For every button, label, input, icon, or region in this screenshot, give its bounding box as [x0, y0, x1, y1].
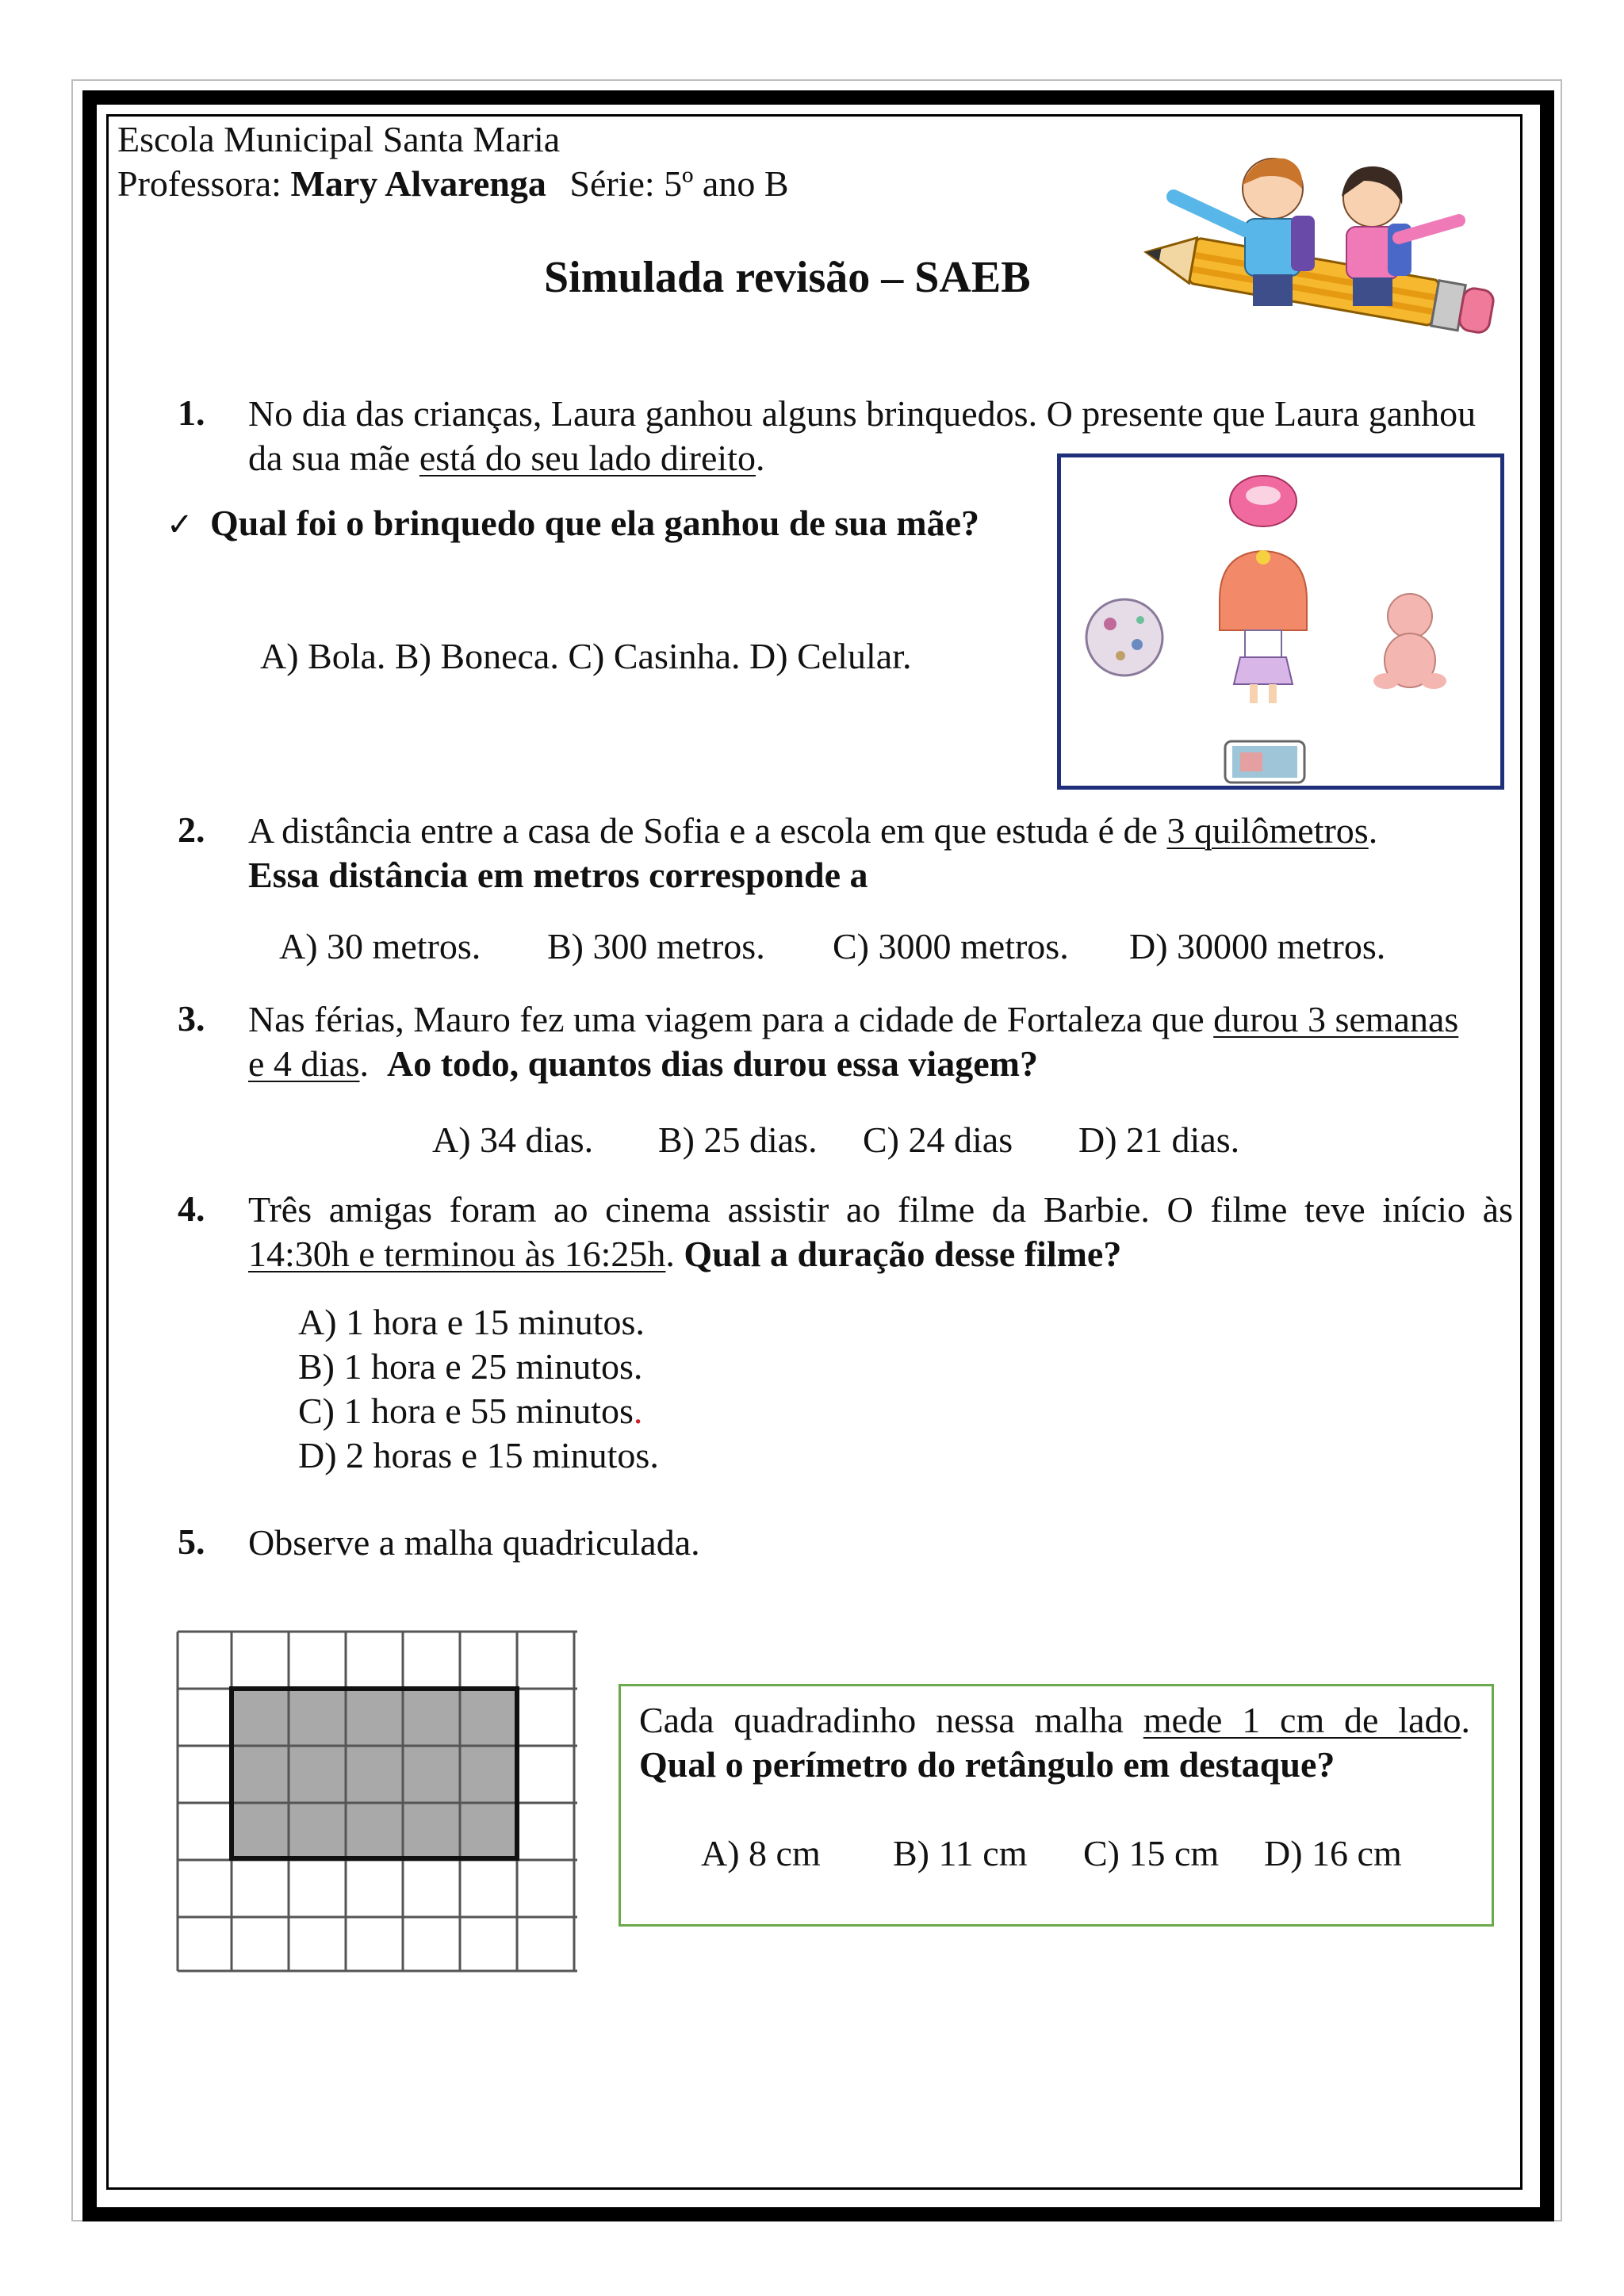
school-name: Escola Municipal Santa Maria — [117, 119, 561, 159]
q3-question: Ao todo, quantos dias durou essa viagem? — [387, 1043, 1038, 1084]
q5-number: 5. — [178, 1521, 205, 1562]
q3-text-separator: . — [359, 1043, 388, 1084]
checkmark-icon: ✓ — [167, 507, 193, 543]
q5-underlined-text: mede 1 cm de lado — [1143, 1700, 1461, 1740]
q1-options: A) Bola. B) Boneca. C) Casinha. D) Celular. — [260, 636, 912, 676]
q1-number: 1. — [178, 392, 205, 433]
teacher-line — [117, 162, 789, 206]
q5-text: Observe a malha quadriculada. — [248, 1522, 700, 1563]
q3-underlined-text-1: durou 3 semanas — [1213, 999, 1459, 1039]
q1-question: Qual foi o brinquedo que ela ganhou de sua mãe? — [210, 503, 980, 543]
q2-option-b: B) 300 metros. — [547, 926, 765, 966]
square-grid — [170, 1624, 582, 1980]
q2-option-d: D) 30000 metros. — [1129, 926, 1386, 966]
toys-illustration — [1061, 457, 1500, 786]
q5-box-text-prefix: Cada quadradinho nessa malha — [639, 1700, 1143, 1740]
q5-option-c: C) 15 cm — [1083, 1833, 1220, 1873]
grade-label: Série: 5º ano B — [569, 163, 789, 204]
baby-doll-icon — [1373, 594, 1446, 689]
q1-text-prefix: da sua mãe — [248, 438, 419, 478]
q3-underlined-text-2: e 4 dias — [248, 1043, 360, 1084]
highlighted-rectangle — [232, 1689, 517, 1858]
q1-text-period: . — [755, 438, 765, 478]
q4-text-separator: . — [665, 1234, 684, 1274]
q1-text-line1: No dia das crianças, Laura ganhou alguns brinquedos. O presente que Laura ganhou — [248, 393, 1477, 434]
q2-question: Essa distância em metros corresponde a — [248, 855, 868, 895]
q5-box-text — [639, 1698, 1470, 1743]
q3-option-c: C) 24 dias — [863, 1119, 1013, 1160]
q5-box-text-period: . — [1461, 1700, 1470, 1740]
red-dot: . — [633, 1391, 643, 1431]
q2-option-a: A) 30 metros. — [279, 926, 481, 966]
q4-option-d: D) 2 horas e 15 minutos. — [298, 1435, 659, 1475]
toy-house-icon — [1230, 476, 1297, 526]
q4-option-c — [298, 1389, 642, 1433]
q4-option-c-text: C) 1 hora e 55 minutos — [298, 1391, 634, 1431]
cellphone-icon — [1225, 741, 1304, 783]
q3-number: 3. — [178, 998, 205, 1039]
q4-underlined-text: 14:30h e terminou às 16:25h — [248, 1234, 666, 1274]
q3-text-prefix: Nas férias, Mauro fez uma viagem para a cidade de Fortaleza que — [248, 999, 1214, 1039]
page-title: Simulada revisão – SAEB — [544, 253, 1031, 302]
q4-option-a: A) 1 hora e 15 minutos. — [298, 1302, 645, 1342]
q3-text-line1 — [248, 997, 1458, 1042]
q3-option-b: B) 25 dias. — [658, 1119, 818, 1160]
ball-icon — [1086, 599, 1162, 675]
q3-option-a: A) 34 dias. — [432, 1119, 594, 1160]
q5-question: Qual o perímetro do retângulo em destaque? — [639, 1744, 1335, 1785]
q1-question-line — [167, 501, 979, 547]
q3-text-line2 — [248, 1042, 1038, 1086]
q4-text-line1: Três amigas foram ao cinema assistir ao filme da Barbie. O filme teve início às — [248, 1189, 1513, 1230]
q5-option-b: B) 11 cm — [893, 1833, 1028, 1873]
q2-text-prefix: A distância entre a casa de Sofia e a escola em que estuda é de — [248, 810, 1167, 851]
q5-option-a: A) 8 cm — [701, 1833, 821, 1873]
kids-on-pencil-illustration — [1134, 141, 1507, 363]
q2-text-line1 — [248, 809, 1377, 853]
q4-option-b: B) 1 hora e 25 minutos. — [298, 1346, 643, 1387]
q2-underlined-text: 3 quilômetros — [1166, 810, 1369, 851]
q2-number: 2. — [178, 809, 205, 850]
girl-laura-icon — [1220, 550, 1307, 703]
q1-text-line2 — [248, 436, 764, 480]
q4-number: 4. — [178, 1188, 205, 1229]
q4-question: Qual a duração desse filme? — [684, 1234, 1122, 1274]
teacher-label: Professora: — [117, 163, 282, 204]
teacher-name: Mary Alvarenga — [290, 163, 546, 204]
q5-option-d: D) 16 cm — [1264, 1833, 1402, 1873]
q2-text-period: . — [1368, 810, 1378, 851]
q2-option-c: C) 3000 metros. — [833, 926, 1069, 966]
q4-text-line2 — [248, 1232, 1121, 1276]
q3-option-d: D) 21 dias. — [1078, 1119, 1240, 1160]
q1-underlined-text: está do seu lado direito — [419, 438, 756, 478]
